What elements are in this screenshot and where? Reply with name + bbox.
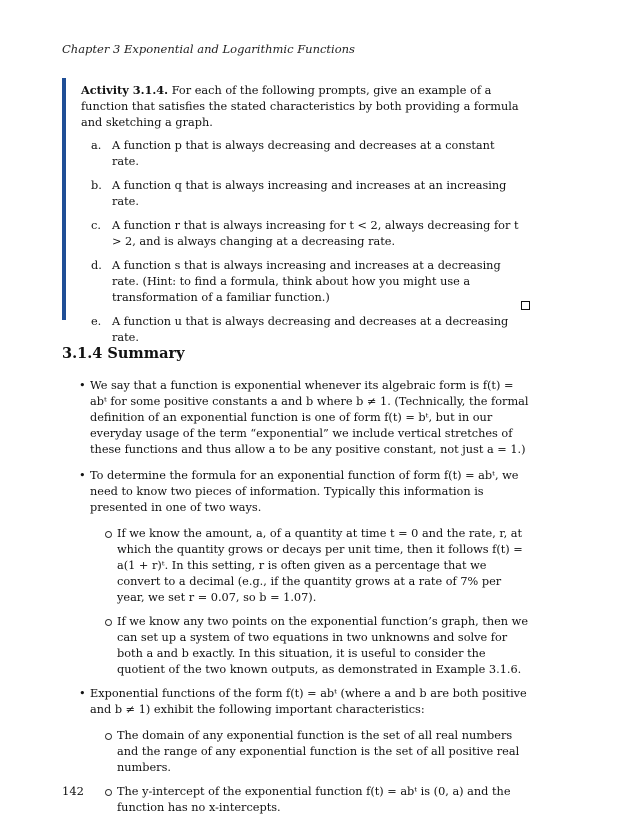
summary-list	[62, 378, 532, 824]
subbullet-text: If we know any two points on the exponential function’s graph, then we can set up a system of two equations in two unknowns and solve for both a and b exactly. In this situation, it is useful to consider the quotient of the two known outputs, as demonstrated in Example 3.1.6.	[117, 615, 529, 676]
activity-item-b	[91, 178, 521, 210]
item-text: A function r that is always increasing for t < 2, always decreasing for t > 2, and is always changing at a decreasing rate.	[112, 219, 519, 248]
summary-subbullet-3-2	[62, 784, 532, 816]
activity-item-a	[91, 138, 521, 170]
bullet-icon: •	[79, 687, 86, 700]
page-number: 142	[62, 784, 84, 798]
summary-subbullet-3-1	[62, 728, 532, 776]
circle-bullet-icon	[105, 733, 112, 740]
activity-item-c	[91, 218, 521, 250]
circle-bullet-icon	[105, 789, 112, 796]
activity-list	[91, 138, 521, 354]
item-label: a.	[91, 139, 102, 152]
bullet-icon: •	[79, 469, 86, 482]
item-label: e.	[91, 315, 102, 328]
running-head: Chapter 3 Exponential and Logarithmic Functions	[62, 42, 355, 56]
item-text: A function q that is always increasing and increases at an increasing rate.	[112, 179, 507, 208]
activity-intro	[81, 82, 532, 131]
activity-label: Activity 3.1.4.	[81, 83, 169, 97]
end-of-activity-icon	[521, 301, 530, 310]
bullet-icon: •	[79, 379, 86, 392]
activity-box	[62, 78, 532, 344]
circle-bullet-icon	[105, 619, 112, 626]
item-label: b.	[91, 179, 102, 192]
bullet-text: We say that a function is exponential whenever its algebraic form is f(t) = abᵗ for some positive constants a and b where b ≠ 1. (Technically, the formal definition of an exponential function is one of form f(t) = bᵗ, but in our everyday usage of the term “exponential” we include vertical stretches of these functions and thus allow a to be any positive constant, not just a = 1.)	[90, 379, 529, 456]
bullet-text: To determine the formula for an exponential function of form f(t) = abᵗ, we need to know two pieces of information. Typically this information is presented in one of two ways.	[90, 469, 519, 514]
item-text: A function s that is always increasing and increases at a decreasing rate. (Hint: to find a formula, think about how you might use a transformation of a familiar function.)	[112, 259, 501, 304]
item-text: A function u that is always decreasing and decreases at a decreasing rate.	[112, 315, 509, 344]
subbullet-text: The y-intercept of the exponential function f(t) = abᵗ is (0, a) and the function has no x-intercepts.	[117, 785, 511, 814]
subbullet-text: The domain of any exponential function is the set of all real numbers and the range of any exponential function is the set of all positive real numbers.	[117, 729, 520, 774]
circle-bullet-icon	[105, 531, 112, 538]
summary-subbullet-2-2	[62, 614, 532, 678]
item-text: A function p that is always decreasing and decreases at a constant rate.	[112, 139, 495, 168]
bullet-text: Exponential functions of the form f(t) = abᵗ (where a and b are both positive and b ≠ 1) exhibit the following important characteristics:	[90, 687, 527, 716]
item-label: c.	[91, 219, 101, 232]
activity-intro-text: For each of the following prompts, give an example of a function that satisfies the stated characteristics by both providing a formula and sketching a graph.	[81, 84, 519, 129]
summary-bullet-3	[62, 686, 532, 718]
summary-bullet-1	[62, 378, 532, 458]
summary-subbullet-2-1	[62, 526, 532, 606]
summary-bullet-2	[62, 468, 532, 516]
subbullet-text: If we know the amount, a, of a quantity at time t = 0 and the rate, r, at which the quantity grows or decays per unit time, then it follows f(t) = a(1 + r)ᵗ. In this setting, r is often given as a percentage that we convert to a decimal (e.g., if the quantity grows at a rate of 7% per year, we set r = 0.07, so b = 1.07).	[117, 527, 523, 604]
item-label: d.	[91, 259, 102, 272]
activity-item-e	[91, 314, 521, 346]
section-title: 3.1.4 Summary	[62, 345, 185, 362]
activity-item-d	[91, 258, 521, 306]
